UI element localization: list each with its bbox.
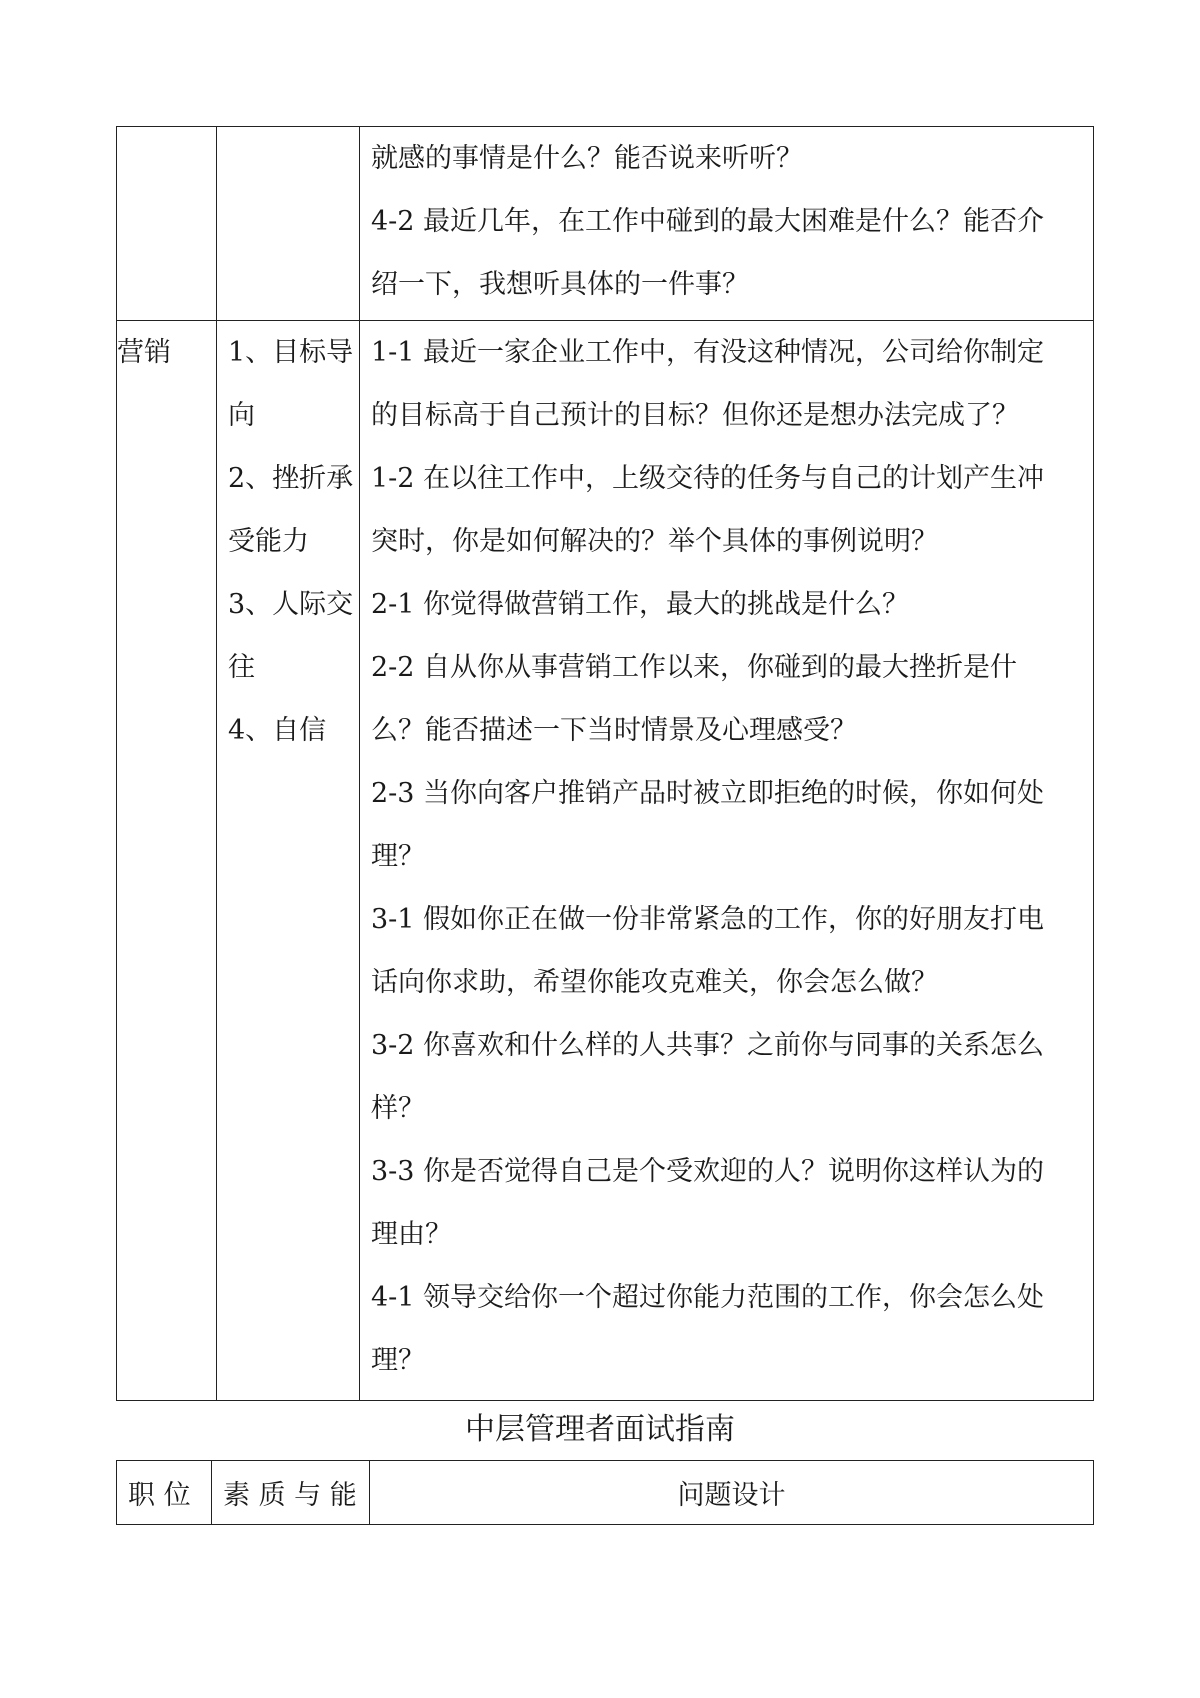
- position-cell: [117, 127, 217, 321]
- interview-table-continued: [116, 126, 1094, 1401]
- header-position: 职 位: [117, 1461, 212, 1525]
- question-line: 理？: [371, 1345, 425, 1376]
- header-competency: 素 质 与 能: [212, 1461, 370, 1525]
- competency-line: 往: [228, 652, 255, 683]
- questions-cell: [360, 321, 1094, 1401]
- question-line: 3-1 假如你正在做一份非常紧急的工作，你的好朋友打电: [371, 904, 1045, 935]
- competency-cell: [217, 127, 360, 321]
- question-line: 绍一下，我想听具体的一件事？: [371, 269, 749, 300]
- question-line: 理由？: [371, 1219, 452, 1250]
- competency-cell: [217, 321, 360, 1401]
- competency-line: 向: [228, 400, 255, 431]
- table-header-row: [117, 1461, 1094, 1525]
- question-line: 么？能否描述一下当时情景及心理感受？: [371, 715, 857, 746]
- question-line: 4-1 领导交给你一个超过你能力范围的工作，你会怎么处: [371, 1282, 1045, 1313]
- table-row: [117, 321, 1094, 1401]
- question-line: 样？: [371, 1093, 425, 1124]
- question-line: 2-2 自从你从事营销工作以来，你碰到的最大挫折是什: [371, 652, 1018, 683]
- question-line: 3-3 你是否觉得自己是个受欢迎的人？说明你这样认为的: [371, 1156, 1045, 1187]
- competency-line: 2、挫折承: [228, 463, 354, 494]
- question-line: 2-1 你觉得做营销工作，最大的挑战是什么？: [371, 589, 910, 620]
- competency-line: 1、目标导: [228, 337, 354, 368]
- position-cell: [117, 321, 217, 1401]
- header-questions: 问题设计: [370, 1461, 1094, 1525]
- competency-line: 3、人际交: [228, 589, 354, 620]
- question-line: 话向你求助，希望你能攻克难关，你会怎么做？: [371, 967, 938, 998]
- competency-line: 4、自信: [228, 715, 327, 746]
- table-row: [117, 127, 1094, 321]
- question-line: 2-3 当你向客户推销产品时被立即拒绝的时候，你如何处: [371, 778, 1045, 809]
- question-line: 4-2 最近几年，在工作中碰到的最大困难是什么？能否介: [371, 206, 1045, 237]
- competency-line: 受能力: [228, 526, 309, 557]
- interview-header-table: [116, 1460, 1094, 1525]
- question-line: 的目标高于自己预计的目标？但你还是想办法完成了？: [371, 400, 1019, 431]
- question-line: 理？: [371, 841, 425, 872]
- question-line: 1-1 最近一家企业工作中，有没这种情况，公司给你制定: [371, 337, 1045, 368]
- section-title: 中层管理者面试指南: [465, 1412, 735, 1447]
- question-line: 突时，你是如何解决的？举个具体的事例说明？: [371, 526, 938, 557]
- position-label: 营销: [117, 337, 171, 368]
- questions-cell: [360, 127, 1094, 321]
- question-line: 1-2 在以往工作中，上级交待的任务与自己的计划产生冲: [371, 463, 1045, 494]
- question-line: 就感的事情是什么？能否说来听听？: [371, 143, 803, 174]
- question-line: 3-2 你喜欢和什么样的人共事？之前你与同事的关系怎么: [371, 1030, 1045, 1061]
